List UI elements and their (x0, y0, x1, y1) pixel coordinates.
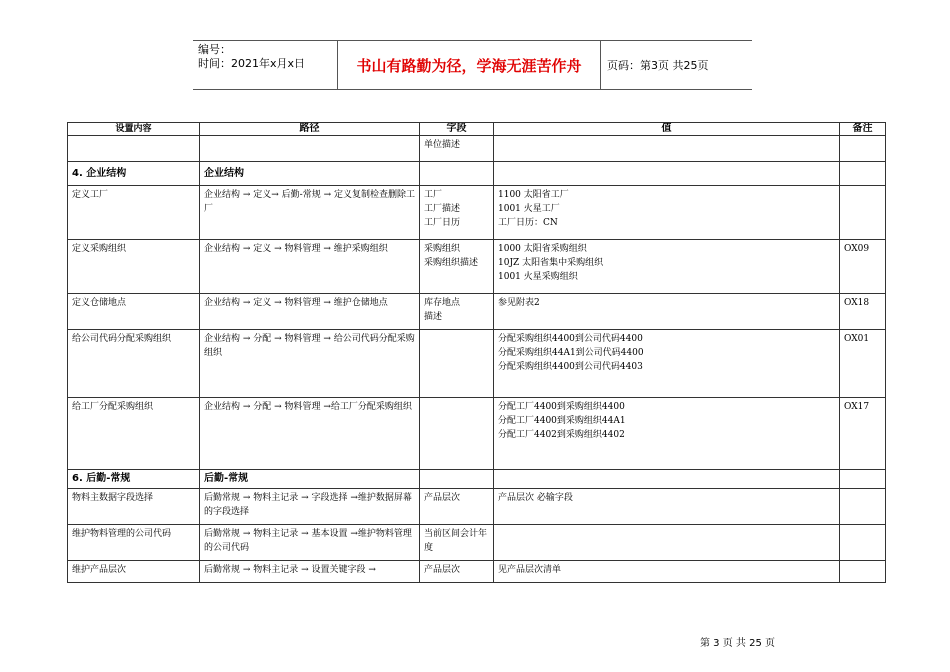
field-line: 描述 (424, 312, 443, 322)
setting-cell: 维护物料管理的公司代码 (68, 525, 200, 561)
header-meta (193, 41, 338, 89)
value-line: 产品层次 必输字段 (498, 493, 573, 503)
path-cell: 后勤常规 → 物料主记录 → 设置关键字段 → (200, 561, 420, 583)
value-line: 分配采购组织44A1到公司代码4400 (498, 348, 644, 358)
value-line: 分配工厂4400到采购组织4400 (498, 402, 625, 412)
value-line: 分配采购组织4400到公司代码4403 (498, 362, 643, 372)
field-line: 工厂日历 (424, 218, 461, 228)
value-cell (494, 470, 840, 489)
path-cell: 企业结构 → 分配 → 物料管理 →给工厂分配采购组织 (200, 398, 420, 470)
table-row (68, 186, 886, 240)
field-line: 工厂描述 (424, 204, 461, 214)
col-header-note: 备注 (840, 123, 886, 136)
path-cell (200, 136, 420, 162)
field-line: 库存地点 (424, 298, 461, 308)
field-line: 采购组织 (424, 244, 461, 254)
field-line: 采购组织描述 (424, 258, 479, 268)
page-header (193, 40, 752, 90)
value-cell (494, 186, 840, 240)
col-header-path: 路径 (200, 123, 420, 136)
field-line: 单位描述 (424, 140, 461, 150)
value-cell (494, 294, 840, 330)
table-row (68, 489, 886, 525)
setting-cell: 给公司代码分配采购组织 (68, 330, 200, 398)
note-cell (840, 162, 886, 186)
table-row (68, 330, 886, 398)
value-line: 工厂日历：CN (498, 218, 558, 228)
value-line: 分配采购组织4400到公司代码4400 (498, 334, 643, 344)
note-cell (840, 525, 886, 561)
field-cell (420, 525, 494, 561)
note-cell (840, 561, 886, 583)
field-cell (420, 294, 494, 330)
config-table (67, 122, 886, 583)
table-row (68, 136, 886, 162)
time-label: 时间：2021年x月x日 (198, 57, 306, 70)
value-line: 见产品层次清单 (498, 565, 562, 575)
motto-text: 书山有路勤为径，学海无涯苦作舟 (338, 41, 601, 89)
setting-cell: 定义采购组织 (68, 240, 200, 294)
setting-cell: 4. 企业结构 (68, 162, 200, 186)
value-cell (494, 240, 840, 294)
path-cell: 后勤常规 → 物料主记录 → 字段选择 →维护数据屏幕的字段选择 (200, 489, 420, 525)
path-cell: 企业结构 → 定义→ 后勤-常规 → 定义复制检查删除工厂 (200, 186, 420, 240)
setting-cell: 定义仓储地点 (68, 294, 200, 330)
field-cell (420, 240, 494, 294)
table-row (68, 240, 886, 294)
note-cell (840, 470, 886, 489)
note-cell (840, 489, 886, 525)
note-cell: OX17 (840, 398, 886, 470)
field-line: 产品层次 (424, 565, 461, 575)
field-line: 工厂 (424, 190, 443, 200)
page-footer: 第 3 页 共 25 页 (700, 638, 775, 649)
field-cell (420, 489, 494, 525)
note-cell (840, 186, 886, 240)
number-label: 编号： (198, 43, 231, 56)
field-cell (420, 561, 494, 583)
value-cell (494, 561, 840, 583)
field-cell (420, 136, 494, 162)
value-line: 1001 火星工厂 (498, 204, 560, 214)
setting-cell: 6. 后勤-常规 (68, 470, 200, 489)
value-cell (494, 489, 840, 525)
field-cell (420, 398, 494, 470)
value-line: 分配工厂4400到采购组织44A1 (498, 416, 626, 426)
section-row (68, 162, 886, 186)
value-cell (494, 525, 840, 561)
col-header-value: 值 (494, 123, 840, 136)
path-cell: 企业结构 → 定义 → 物料管理 → 维护采购组织 (200, 240, 420, 294)
value-cell (494, 136, 840, 162)
path-cell: 后勤常规 → 物料主记录 → 基本设置 →维护物料管理的公司代码 (200, 525, 420, 561)
section-row (68, 470, 886, 489)
path-cell: 企业结构 → 分配 → 物料管理 → 给公司代码分配采购组织 (200, 330, 420, 398)
value-cell (494, 162, 840, 186)
value-line: 分配工厂4402到采购组织4402 (498, 430, 625, 440)
setting-cell: 维护产品层次 (68, 561, 200, 583)
col-header-field: 字段 (420, 123, 494, 136)
setting-cell: 定义工厂 (68, 186, 200, 240)
note-cell: OX09 (840, 240, 886, 294)
value-cell (494, 398, 840, 470)
value-line: 1001 火星采购组织 (498, 272, 578, 282)
note-cell (840, 136, 886, 162)
setting-cell: 给工厂分配采购组织 (68, 398, 200, 470)
table-row (68, 294, 886, 330)
field-cell (420, 186, 494, 240)
table-row (68, 398, 886, 470)
value-line: 1100 太阳省工厂 (498, 190, 569, 200)
page-label: 页码：第3页 共25页 (607, 59, 709, 72)
setting-cell: 物料主数据字段选择 (68, 489, 200, 525)
note-cell: OX18 (840, 294, 886, 330)
value-cell (494, 330, 840, 398)
col-header-setting: 设置内容 (68, 123, 200, 136)
path-cell: 企业结构 → 定义 → 物料管理 → 维护仓储地点 (200, 294, 420, 330)
field-cell (420, 470, 494, 489)
field-line: 当前区间会计年度 (424, 529, 488, 553)
path-cell: 后勤-常规 (200, 470, 420, 489)
table-row (68, 561, 886, 583)
value-line: 参见附表2 (498, 298, 540, 308)
field-cell (420, 162, 494, 186)
table-header-row (68, 123, 886, 136)
setting-cell (68, 136, 200, 162)
field-cell (420, 330, 494, 398)
field-line: 产品层次 (424, 493, 461, 503)
value-line: 10JZ 太阳省集中采购组织 (498, 258, 604, 268)
table-row (68, 525, 886, 561)
path-cell: 企业结构 (200, 162, 420, 186)
note-cell: OX01 (840, 330, 886, 398)
value-line: 1000 太阳省采购组织 (498, 244, 587, 254)
